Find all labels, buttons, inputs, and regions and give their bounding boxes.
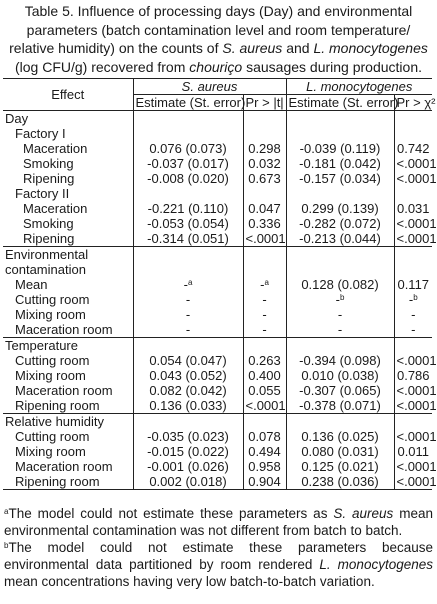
table-cell: -0.039 (0.119) — [286, 141, 394, 156]
table-row — [3, 338, 432, 354]
table-row — [3, 353, 432, 368]
caption-species: L. monocytogenes — [313, 40, 428, 56]
table-cell: -0.394 (0.098) — [286, 353, 394, 368]
table-cell — [133, 414, 243, 430]
table-cell — [133, 247, 243, 263]
table-cell: 0.238 (0.036) — [286, 474, 394, 490]
row-label: Maceration — [23, 141, 88, 156]
table-cell: <.0001 — [394, 459, 432, 474]
table-cell: <.0001 — [394, 383, 432, 398]
table-cell: -0.307 (0.065) — [286, 383, 394, 398]
footnote-species: S. aureus — [333, 506, 394, 521]
table-cell: - — [243, 292, 286, 307]
table-cell — [243, 126, 286, 141]
table-cell: 0.076 (0.073) — [133, 141, 243, 156]
estimate-header: Estimate (St. error) — [133, 95, 243, 111]
table-cell: <.0001 — [394, 156, 432, 171]
row-label: Day — [5, 111, 29, 126]
table-cell — [133, 111, 243, 127]
row-label: Ripening — [23, 171, 75, 186]
table-row — [3, 444, 432, 459]
row-label: Temperature — [3, 338, 133, 354]
table-cell: <.0001 — [243, 398, 286, 414]
table-row — [3, 141, 432, 156]
table-cell — [394, 186, 432, 201]
row-label: Maceration — [23, 201, 88, 216]
caption-species: S. aureus — [222, 40, 283, 56]
table-row — [3, 111, 432, 127]
table-row — [3, 429, 432, 444]
table-row — [3, 156, 432, 171]
row-label: Relative humidity — [3, 414, 133, 430]
table-cell: 0.298 — [243, 141, 286, 156]
caption-line — [0, 2, 437, 21]
table-cell: -0.008 (0.020) — [133, 171, 243, 186]
table-row — [3, 292, 432, 307]
table-cell — [286, 414, 394, 430]
table-cell: <.0001 — [394, 231, 432, 247]
table-row — [3, 368, 432, 383]
table-cell: - — [243, 322, 286, 338]
table-cell — [286, 262, 394, 277]
table-cell — [286, 338, 394, 354]
table-cell: - — [286, 322, 394, 338]
saureus-header-text: S. aureus — [181, 79, 238, 94]
table-cell — [243, 414, 286, 430]
table-cell — [394, 126, 432, 141]
table-cell — [243, 247, 286, 263]
row-label: Maceration room — [15, 459, 113, 474]
table-cell: -0.053 (0.054) — [133, 216, 243, 231]
table-caption — [0, 2, 437, 76]
table-row — [3, 126, 432, 141]
row-label: Maceration room — [15, 322, 113, 337]
table-cell: <.0001 — [394, 474, 432, 490]
row-label: Smoking — [23, 216, 74, 231]
table-cell: 0.136 (0.033) — [133, 398, 243, 414]
table-cell: -0.157 (0.034) — [286, 171, 394, 186]
row-label: Mixing room — [15, 444, 86, 459]
table-cell — [286, 126, 394, 141]
table-cell: 0.010 (0.038) — [286, 368, 394, 383]
row-label: Cutting room — [15, 429, 90, 444]
table-cell: -0.282 (0.072) — [286, 216, 394, 231]
caption-text: relative humidity) on the counts of — [9, 40, 223, 56]
footnote-text: The model could not estimate these parameters as — [8, 506, 334, 521]
caption-text: (log CFU/g) recovered from — [15, 58, 190, 75]
caption-product: chouriço — [189, 58, 243, 75]
row-label: Ripening room — [3, 474, 133, 490]
row-label: Mixing room — [15, 307, 86, 322]
table-cell — [394, 262, 432, 277]
pr-t-header: Pr > |t| — [243, 95, 286, 111]
pr-chi-header: Pr > χ² — [394, 95, 432, 111]
table-cell: 0.263 — [243, 353, 286, 368]
row-label: Smoking — [23, 156, 74, 171]
estimate-header: Estimate (St. error) — [286, 95, 394, 111]
saureus-header — [133, 79, 286, 95]
table-cell: -0.221 (0.110) — [133, 201, 243, 216]
table-row — [3, 277, 432, 292]
table-cell: <.0001 — [394, 398, 432, 414]
table-cell: - — [133, 292, 243, 307]
table-cell: 0.494 — [243, 444, 286, 459]
table-cell: 0.054 (0.047) — [133, 353, 243, 368]
table-row — [3, 171, 432, 186]
table-cell: -0.181 (0.042) — [286, 156, 394, 171]
table-row — [3, 398, 432, 414]
table-cell: 0.742 — [394, 141, 432, 156]
table-cell — [243, 111, 286, 127]
table-row — [3, 322, 432, 338]
table-row — [3, 262, 432, 277]
table-cell: - — [133, 307, 243, 322]
row-label: Ripening room — [15, 398, 100, 413]
table-cell — [286, 186, 394, 201]
header-row-groups — [3, 79, 432, 95]
table-cell: -0.001 (0.026) — [133, 459, 243, 474]
table-cell — [394, 338, 432, 354]
table-cell: - — [394, 322, 432, 338]
footnote-text: mean concentrations having very low batch-to-batch variation. — [4, 574, 375, 589]
table-cell: 0.078 — [243, 429, 286, 444]
table-cell: 0.082 (0.042) — [133, 383, 243, 398]
table-cell — [394, 111, 432, 127]
table-cell: -0.378 (0.071) — [286, 398, 394, 414]
table-cell — [133, 338, 243, 354]
footnote-marker: b — [4, 541, 9, 550]
table-row — [3, 474, 432, 490]
row-label: Ripening — [23, 231, 75, 246]
table-cell: <.0001 — [394, 353, 432, 368]
table-cell: 0.128 (0.082) — [286, 277, 394, 292]
table-cell — [133, 186, 243, 201]
footnote-text: mean environmental contamination was not different from batch to batch. — [4, 506, 433, 538]
table-cell: -0.314 (0.051) — [133, 231, 243, 247]
table-cell: <.0001 — [243, 231, 286, 247]
table-cell: -0.213 (0.044) — [286, 231, 394, 247]
row-label: Mixing room — [15, 368, 86, 383]
footnote-marker: a — [187, 278, 193, 287]
table-cell — [243, 338, 286, 354]
table-cell: 0.047 — [243, 201, 286, 216]
table-cell: 0.125 (0.021) — [286, 459, 394, 474]
table-cell: -$^a$ — [243, 277, 286, 292]
table-cell: 0.136 (0.025) — [286, 429, 394, 444]
footnote-marker: b — [413, 293, 418, 302]
table-cell: 0.031 — [394, 201, 432, 216]
row-label: Factory I — [15, 126, 66, 141]
table-cell: - — [133, 322, 243, 338]
caption-line — [0, 39, 437, 58]
table-cell: - — [243, 307, 286, 322]
table-cell: 0.080 (0.031) — [286, 444, 394, 459]
caption-line — [0, 21, 437, 40]
table-cell: - — [286, 307, 394, 322]
footnote-a — [4, 505, 433, 539]
caption-text: parameters (batch contamination level and room temperature/ — [26, 21, 411, 38]
caption-line — [0, 58, 437, 77]
table-cell: 0.055 — [243, 383, 286, 398]
row-label: Maceration room — [15, 383, 113, 398]
footnote-marker: a — [4, 507, 9, 516]
table-cell: 0.673 — [243, 171, 286, 186]
caption-text: sausages during production. — [242, 58, 422, 75]
row-label: Factory II — [15, 186, 70, 201]
table-cell — [394, 247, 432, 263]
footnote-marker: a — [264, 278, 269, 287]
table-row — [3, 247, 432, 263]
row-label: Mean — [15, 277, 48, 292]
table-cell — [394, 414, 432, 430]
table-cell — [133, 126, 243, 141]
table-cell: 0.904 — [243, 474, 286, 490]
table-cell — [243, 262, 286, 277]
row-label: Cutting room — [15, 353, 90, 368]
table-cell: 0.786 — [394, 368, 432, 383]
row-label: Cutting room — [15, 292, 90, 307]
footnote-b — [4, 539, 433, 590]
table-cell: 0.299 (0.139) — [286, 201, 394, 216]
table-cell: 0.958 — [243, 459, 286, 474]
table-row — [3, 186, 432, 201]
table-cell — [243, 186, 286, 201]
table-row — [3, 459, 432, 474]
footnote-marker: b — [339, 293, 345, 302]
effect-header: Effect — [3, 79, 133, 111]
table-cell: <.0001 — [394, 171, 432, 186]
table-cell — [286, 111, 394, 127]
results-table — [3, 78, 437, 490]
row-label: contamination — [5, 262, 86, 277]
table-cell: 0.117 — [394, 277, 432, 292]
table-cell: -0.015 (0.022) — [133, 444, 243, 459]
table-cell: -$^b$ — [286, 292, 394, 307]
table-cell: -$^a$ — [133, 277, 243, 292]
table-cell: <.0001 — [394, 216, 432, 231]
table-row — [3, 201, 432, 216]
table-row — [3, 231, 432, 247]
table-cell — [286, 247, 394, 263]
table-cell: <.0001 — [394, 429, 432, 444]
table-row — [3, 216, 432, 231]
table-cell: 0.011 — [394, 444, 432, 459]
table-cell: 0.032 — [243, 156, 286, 171]
table-cell — [133, 262, 243, 277]
caption-text: Table 5. Influence of processing days (Day) and environmental — [24, 3, 413, 19]
caption-text: and — [282, 40, 314, 56]
footnote-species: L. monocytogenes — [319, 557, 433, 572]
lmono-header — [286, 79, 432, 95]
table-cell: 0.043 (0.052) — [133, 368, 243, 383]
table-row — [3, 307, 432, 322]
table-cell: -0.035 (0.023) — [133, 429, 243, 444]
table-cell: -0.037 (0.017) — [133, 156, 243, 171]
table-row — [3, 383, 432, 398]
table-cell: 0.002 (0.018) — [133, 474, 243, 490]
row-label: Environmental — [3, 247, 133, 263]
footnote-text: The model could not estimate these parameters because environmental data partitioned by room rendered — [4, 540, 433, 572]
lmono-header-text: L. monocytogenes — [306, 79, 413, 94]
table-cell: 0.400 — [243, 368, 286, 383]
table-cell: -$^b$ — [394, 292, 432, 307]
table-row — [3, 414, 432, 430]
table-cell: - — [394, 307, 432, 322]
table-cell: 0.336 — [243, 216, 286, 231]
